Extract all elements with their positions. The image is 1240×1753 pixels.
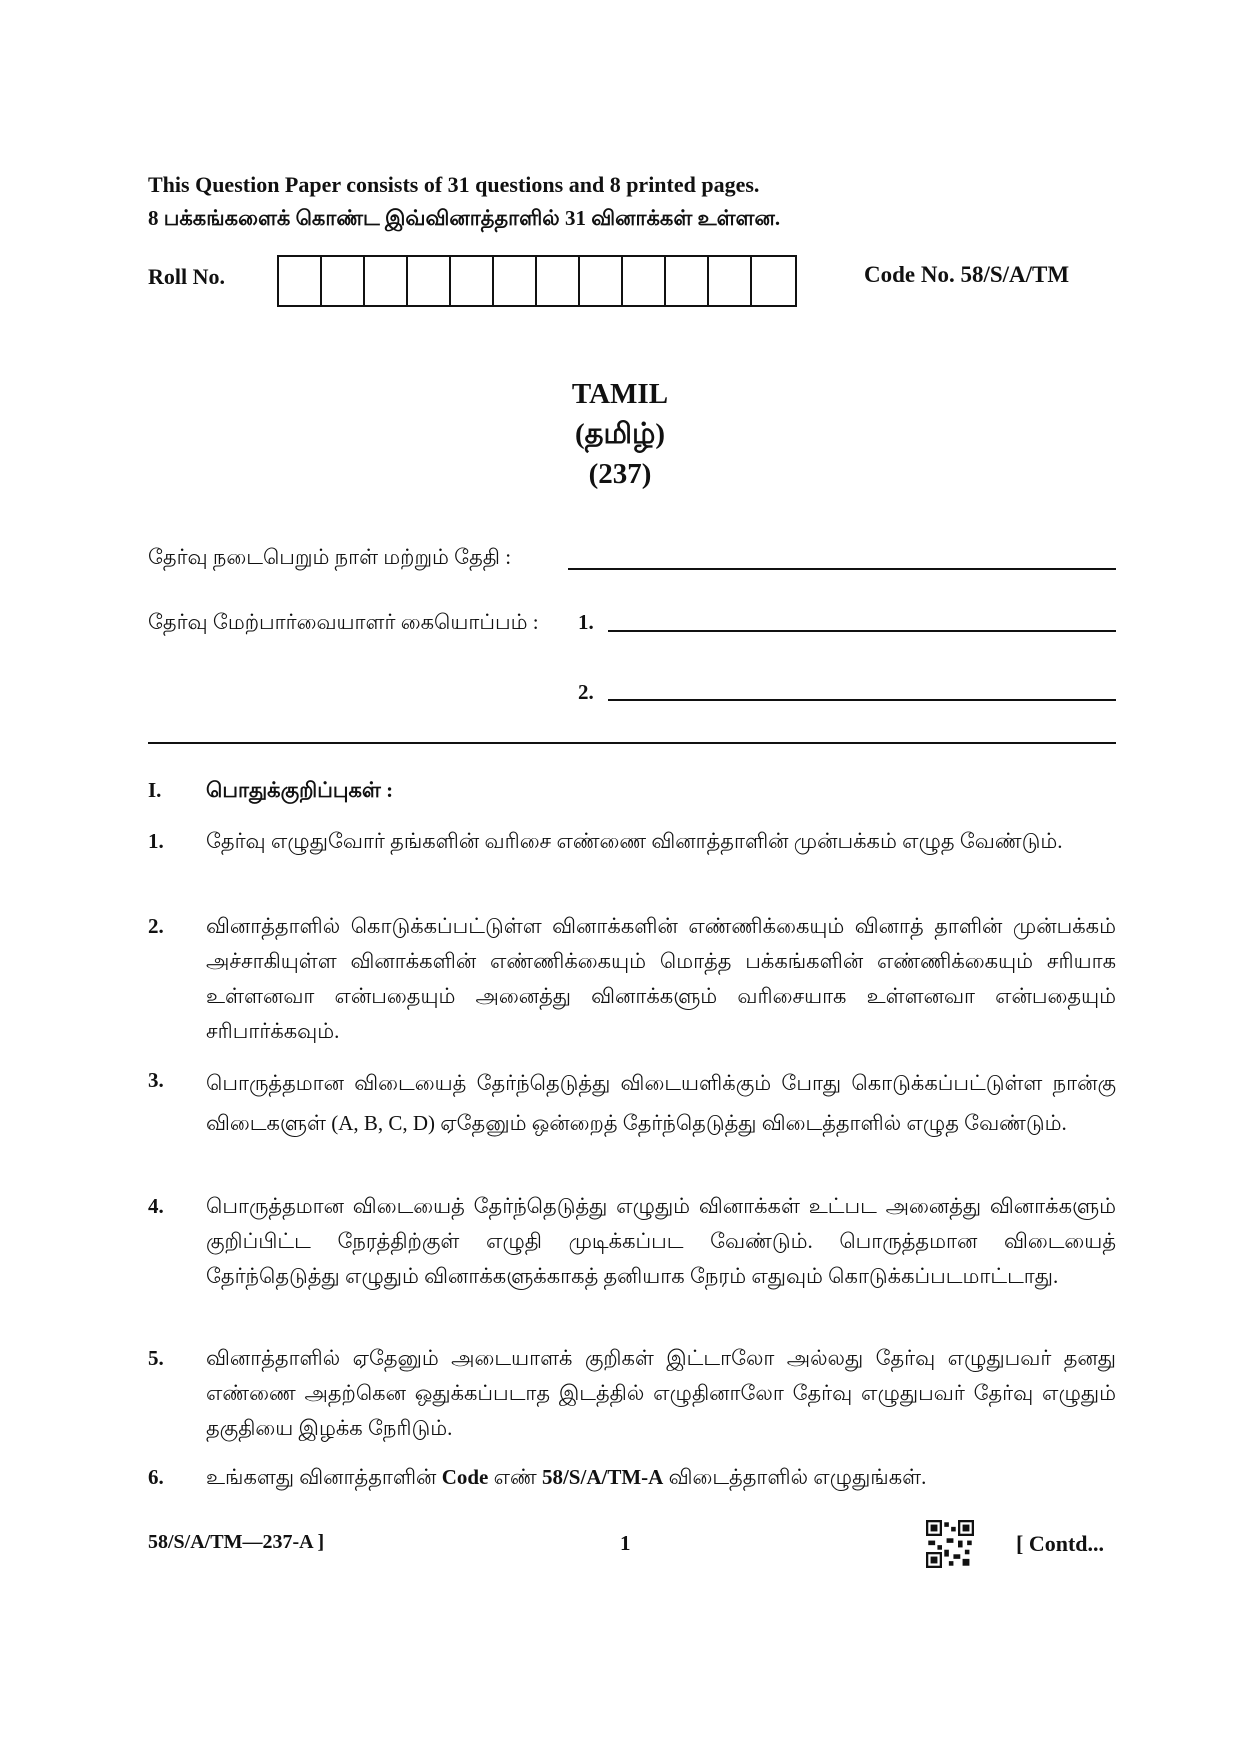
signature-2-number: 2. bbox=[578, 680, 594, 704]
section-number: I. bbox=[148, 778, 162, 802]
instruction-number: 5. bbox=[148, 1346, 164, 1370]
signature-1-number: 1. bbox=[578, 610, 594, 634]
instruction-text: பொருத்தமான விடையைத் தேர்ந்தெடுத்து விடையளிக்கும் போது கொடுக்கப்பட்டுள்ள நான்கு விடைகளுள் (A, B, C, D) ஏதேனும் ஒன்றைத் தேர்ந்தெடுத்து விடைத்தாளில் எழுத வேண்டும். bbox=[206, 1071, 1116, 1135]
signature-1-line[interactable] bbox=[608, 630, 1116, 632]
roll-number-box[interactable] bbox=[494, 257, 537, 305]
section-title: பொதுக்குறிப்புகள் : bbox=[206, 778, 394, 802]
instruction-number: 2. bbox=[148, 914, 164, 938]
roll-number-box[interactable] bbox=[537, 257, 580, 305]
qr-code-icon bbox=[926, 1520, 974, 1568]
instruction-text: பொருத்தமான விடையைத் தேர்ந்தெடுத்து எழுதும் வினாக்கள் உட்பட அனைத்து வினாக்களும் குறிப்பிட்ட நேரத்திற்குள் எழுதி முடிக்கப்பட வேண்டும். பொருத்தமான விடையைத் தேர்ந்தெடுத்து எழுதும் வினாக்களுக்காகத் தனியாக நேரம் எதுவும் கொடுக்கப்படமாட்டாது. bbox=[206, 1194, 1116, 1288]
roll-number-label: Roll No. bbox=[148, 264, 225, 289]
subject-title-tamil: (தமிழ்) bbox=[574, 418, 666, 450]
roll-number-box[interactable] bbox=[752, 257, 795, 305]
instruction-text-part: உங்களது வினாத்தாளின் bbox=[206, 1465, 437, 1489]
footer-code: 58/S/A/TM—237-A ] bbox=[148, 1531, 325, 1553]
instruction-number: 3. bbox=[148, 1068, 164, 1092]
instruction-text: தேர்வு எழுதுவோர் தங்களின் வரிசை எண்ணை வினாத்தாளின் முன்பக்கம் எழுத வேண்டும். bbox=[206, 829, 1063, 853]
instruction-text bbox=[206, 1460, 1116, 1495]
roll-number-box[interactable] bbox=[322, 257, 365, 305]
invigilator-signature-label: தேர்வு மேற்பார்வையாளர் கையொப்பம் : bbox=[148, 610, 539, 634]
instruction-number: 1. bbox=[148, 829, 164, 853]
instruction-text: வினாத்தாளில் கொடுக்கப்பட்டுள்ள வினாக்களின் எண்ணிக்கையும் வினாத் தாளின் முன்பக்கம் அச்சாகியுள்ள வினாக்களின் எண்ணிக்கையும் மொத்த பக்கங்களின் எண்ணிக்கையும் சரியாக உள்ளனவா என்பதையும் அனைத்து வினாக்களும் வரிசையாக உள்ளனவா என்பதையும் சரிபார்க்கவும். bbox=[206, 914, 1116, 1043]
roll-number-box[interactable] bbox=[279, 257, 322, 305]
roll-number-box[interactable] bbox=[580, 257, 623, 305]
exam-date-line[interactable] bbox=[568, 568, 1116, 570]
code-number: Code No. 58/S/A/TM bbox=[864, 262, 1070, 287]
continued-label: [ Contd... bbox=[1016, 1531, 1105, 1556]
subject-code: (237) bbox=[588, 458, 652, 490]
page-number: 1 bbox=[620, 1531, 631, 1555]
roll-number-box[interactable] bbox=[408, 257, 451, 305]
divider bbox=[148, 742, 1116, 744]
title-block bbox=[0, 374, 1240, 494]
instruction-number: 4. bbox=[148, 1194, 164, 1218]
header-english-line: This Question Paper consists of 31 questions and 8 printed pages. bbox=[148, 172, 760, 197]
instruction-text-code: Code bbox=[441, 1465, 489, 1489]
roll-number-box[interactable] bbox=[666, 257, 709, 305]
roll-number-boxes[interactable] bbox=[277, 255, 797, 307]
instruction-text: வினாத்தாளில் ஏதேனும் அடையாளக் குறிகள் இட்டாலோ அல்லது தேர்வு எழுதுபவர் தனது எண்ணை அதற்கென ஒதுக்கப்படாத இடத்தில் எழுதினாலோ தேர்வு எழுதுபவர் தேர்வு எழுதும் தகுதியை இழக்க நேரிடும். bbox=[206, 1346, 1116, 1440]
signature-2-line[interactable] bbox=[608, 699, 1116, 701]
roll-number-box[interactable] bbox=[365, 257, 408, 305]
subject-title: TAMIL bbox=[571, 378, 669, 410]
instruction-text-part: விடைத்தாளில் எழுதுங்கள். bbox=[668, 1465, 927, 1489]
roll-number-box[interactable] bbox=[623, 257, 666, 305]
instruction-text-code-number: 58/S/A/TM-A bbox=[541, 1465, 664, 1489]
exam-date-label: தேர்வு நடைபெறும் நாள் மற்றும் தேதி : bbox=[148, 545, 512, 569]
instruction-text-part: எண் bbox=[493, 1465, 537, 1489]
header-tamil-line: 8 பக்கங்களைக் கொண்ட இவ்வினாத்தாளில் 31 வினாக்கள் உள்ளன. bbox=[148, 206, 781, 230]
roll-number-box[interactable] bbox=[709, 257, 752, 305]
instruction-number: 6. bbox=[148, 1465, 164, 1489]
roll-number-box[interactable] bbox=[451, 257, 494, 305]
